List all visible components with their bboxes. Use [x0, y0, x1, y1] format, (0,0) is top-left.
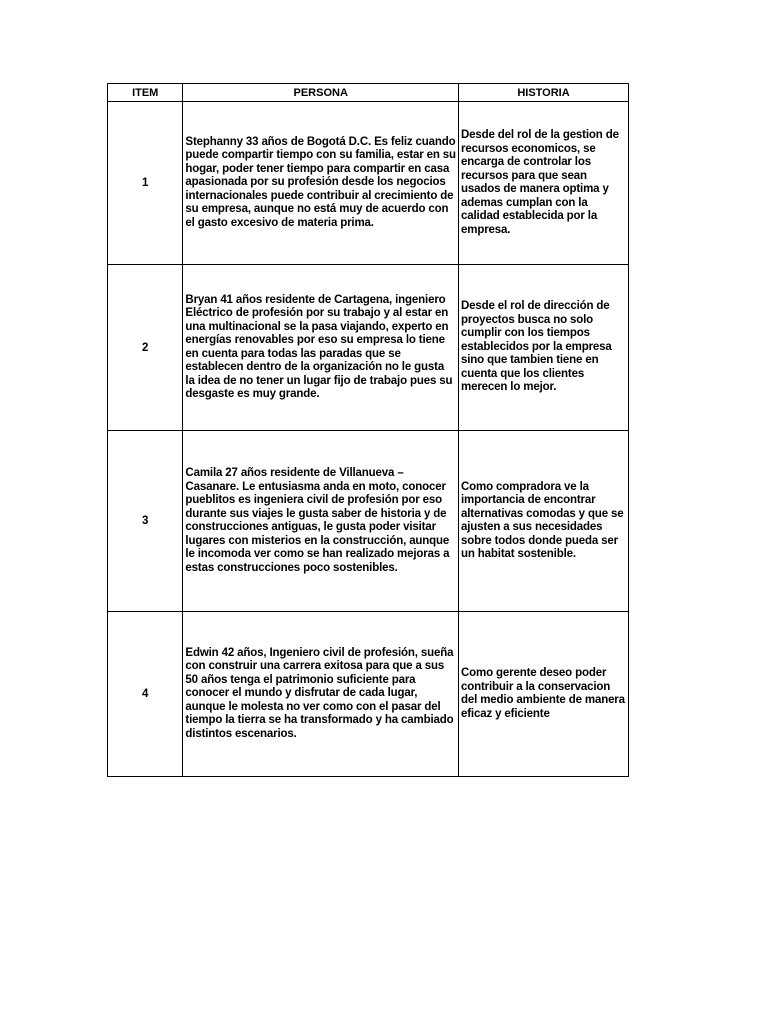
- header-historia: HISTORIA: [459, 84, 629, 102]
- historia-description: Desde del rol de la gestion de recursos economicos, se encarga de controlar los recursos para que sean usados de manera optima y ademas cumplan con la calidad establecida por la empresa.: [459, 102, 629, 265]
- table-row: [108, 612, 629, 777]
- table-row: [108, 431, 629, 612]
- item-number: 3: [108, 431, 183, 612]
- historia-description: Desde el rol de dirección de proyectos busca no solo cumplir con los tiempos establecidos por la empresa sino que tambien tiene en cuenta que los clientes merecen lo mejor.: [459, 265, 629, 431]
- table-header-row: [108, 84, 629, 102]
- item-number: 1: [108, 102, 183, 265]
- header-persona: PERSONA: [183, 84, 459, 102]
- persona-table: [107, 83, 629, 777]
- header-item: ITEM: [108, 84, 183, 102]
- table-row: [108, 265, 629, 431]
- item-number: 2: [108, 265, 183, 431]
- persona-description: Edwin 42 años, Ingeniero civil de profesión, sueña con construir una carrera exitosa para que a sus 50 años tenga el patrimonio suficiente para conocer el mundo y disfrutar de cada lugar, aunque le molesta no ver como con el pasar del tiempo la tierra se ha transformado y ha cambiado distintos escenarios.: [183, 612, 459, 777]
- table-row: [108, 102, 629, 265]
- historia-description: Como gerente deseo poder contribuir a la conservacion del medio ambiente de manera eficaz y eficiente: [459, 612, 629, 777]
- persona-description: Stephanny 33 años de Bogotá D.C. Es feliz cuando puede compartir tiempo con su familia, estar en su hogar, poder tener tiempo para compartir en casa apasionada por su profesión desde los negocios internacionales puede contribuir al crecimiento de su empresa, aunque no está muy de acuerdo con el gasto excesivo de materia prima.: [183, 102, 459, 265]
- persona-description: Camila 27 años residente de Villanueva – Casanare. Le entusiasma anda en moto, conocer pueblitos es ingeniera civil de profesión por eso durante sus viajes le gusta saber de historia y de construcciones antiguas, le gusta poder visitar lugares con misterios en la construcción, aunque le incomoda ver como se han realizado mejoras a estas construcciones poco sostenibles.: [183, 431, 459, 612]
- item-number: 4: [108, 612, 183, 777]
- persona-description: Bryan 41 años residente de Cartagena, ingeniero Eléctrico de profesión por su trabajo y al estar en una multinacional se la pasa viajando, experto en energías renovables por eso su empresa lo tiene en cuenta para todas las paradas que se establecen dentro de la organización no le gusta la idea de no tener un lugar fijo de trabajo pues su desgaste es muy grande.: [183, 265, 459, 431]
- historia-description: Como compradora ve la importancia de encontrar alternativas comodas y que se ajusten a sus necesidades sobre todos donde pueda ser un habitat sostenible.: [459, 431, 629, 612]
